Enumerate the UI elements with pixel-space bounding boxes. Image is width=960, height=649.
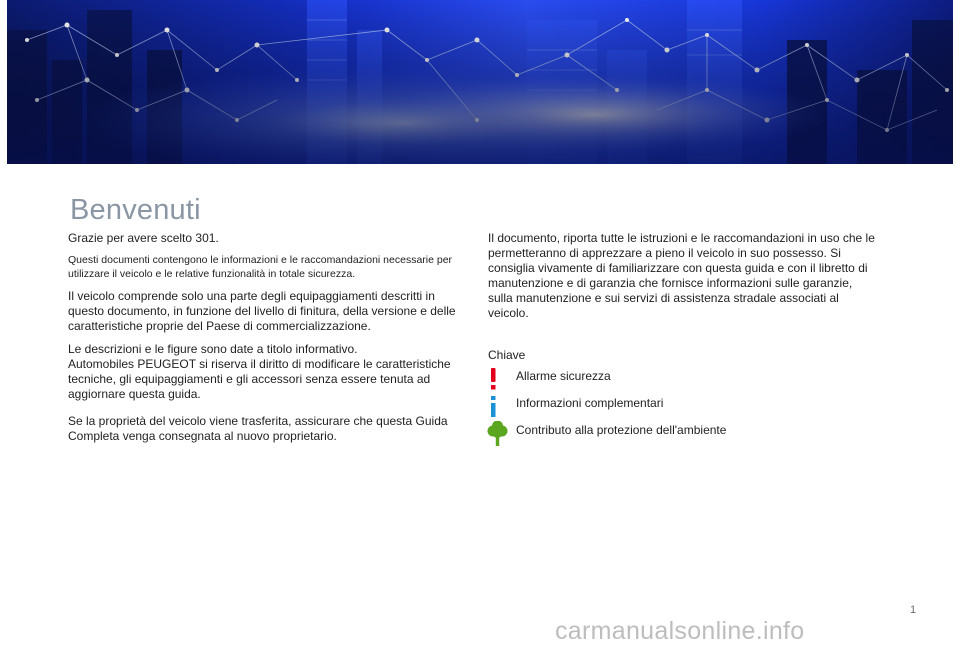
- legend-item-complementary-info: [487, 394, 663, 418]
- legend-item-safety-alarm: [487, 367, 611, 391]
- info-icon: [487, 394, 509, 418]
- paragraph-documents: Questi documenti contengono le informazioni e le raccomandazioni necessarie per utilizzare il veicolo e le relative funzionalità in totale sicurezza.: [68, 254, 453, 280]
- right-column: [488, 231, 878, 321]
- legend-item-environment: [487, 421, 726, 445]
- paragraph-document-info: Il documento, riporta tutte le istruzioni e le raccomandazioni in uso che le permetteranno di apprezzare a pieno il veicolo in suo possesso. Si consiglia vivamente di familiarizzare con questa guida e con il libretto di manutenzione e di garanzia che fornisce informazioni sulle garanzie, sulla manutenzione e sui servizi di assistenza stradale associati al veicolo.: [488, 231, 875, 320]
- paragraph-thanks: Grazie per avere scelto 301.: [68, 231, 219, 245]
- paragraph-ownership: Se la proprietà del veicolo viene trasferita, assicurare che questa Guida Completa venga consegnata al nuovo proprietario.: [68, 414, 448, 443]
- left-column: [68, 231, 468, 444]
- legend-label: Informazioni complementari: [516, 396, 664, 410]
- paragraph-descriptions: Le descrizioni e le figure sono date a titolo informativo.: [68, 342, 358, 356]
- paragraph-equipment: Il veicolo comprende solo una parte degli equipaggiamenti descritti in questo documento, in funzione del livello di finitura, della versione e delle caratteristiche proprie del Paese di commercializzazione.: [68, 289, 456, 333]
- legend-label: Allarme sicurezza: [516, 369, 611, 383]
- page-number: 1: [910, 604, 917, 616]
- warning-exclamation-icon: [487, 367, 509, 391]
- tree-icon: [487, 421, 509, 445]
- watermark-text: carmanualsonline.info: [555, 617, 805, 645]
- legend-title: Chiave: [488, 348, 526, 362]
- paragraph-peugeot-rights: Automobiles PEUGEOT si riserva il diritto di modificare le caratteristiche tecniche, gli equipaggiamenti e gli accessori senza essere tenuta ad aggiornare questa guida.: [68, 357, 451, 401]
- page-title: Benvenuti: [70, 194, 201, 226]
- header-banner-image: [7, 0, 953, 164]
- legend-label: Contributo alla protezione dell'ambiente: [516, 423, 727, 437]
